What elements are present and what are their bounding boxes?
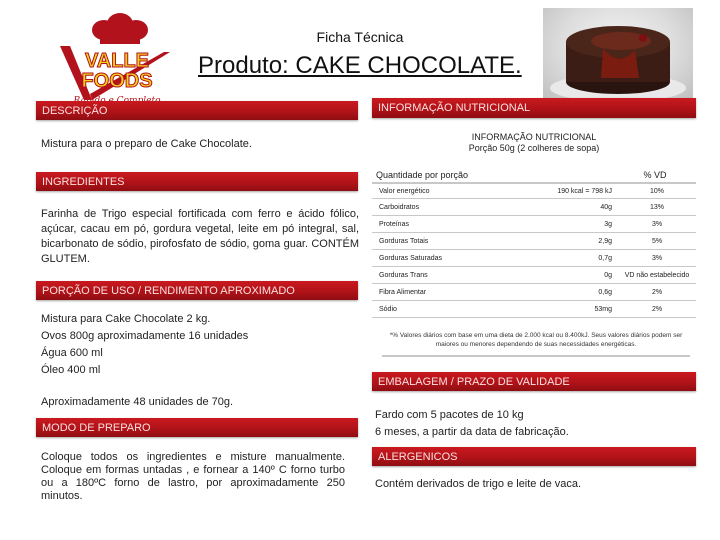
nutrient-name: Gorduras Trans xyxy=(379,271,428,279)
nutrient-name: Gorduras Totais xyxy=(379,237,429,245)
nutrient-vd: 3% xyxy=(651,254,663,262)
section-header-ingredientes xyxy=(36,172,358,191)
packaging-text xyxy=(375,407,569,441)
nutrition-serving: Porção 50g (2 colheres de sopa) xyxy=(468,143,600,153)
section-header-embalagem xyxy=(372,372,696,391)
section-header-modo-preparo xyxy=(36,418,358,437)
document-label: Ficha Técnica xyxy=(316,29,404,45)
portion-yield: Aproximadamente 48 unidades de 70g. xyxy=(41,396,234,408)
section-title: MODO DE PREPARO xyxy=(42,421,151,434)
table-row xyxy=(372,233,696,250)
nutrient-vd: 10% xyxy=(649,187,664,195)
nutrient-vd: 13% xyxy=(649,203,664,211)
section-header-alergenicos xyxy=(372,447,696,466)
nutrient-vd: 5% xyxy=(651,237,663,245)
product-title: Produto: CAKE CHOCOLATE. xyxy=(198,52,522,79)
preparation-text: Coloque todos os ingredientes e misture manualmente. Coloque em formas untadas , e fornear a 140º C forno turbo ou a 180ºC forno de lastro, por aproximadamente 250 minutos. xyxy=(41,451,345,502)
allergens-text: Contém derivados de trigo e leite de vaca. xyxy=(375,478,582,490)
section-title: PORÇÃO DE USO / RENDIMENTO APROXIMADO xyxy=(42,284,295,297)
portion-list xyxy=(41,311,359,379)
section-title: INGREDIENTES xyxy=(42,175,125,188)
shelf-life-line: 6 meses, a partir da data de fabricação. xyxy=(375,426,569,438)
section-title: INFORMAÇÃO NUTRICIONAL xyxy=(378,102,531,114)
nutrition-heading xyxy=(372,132,696,154)
nutrient-value: 53mg xyxy=(594,305,612,313)
table-row xyxy=(372,216,696,233)
nutrient-value: 0,7g xyxy=(598,254,612,262)
section-header-descricao xyxy=(36,101,358,120)
section-header-informacao xyxy=(372,98,696,118)
table-row xyxy=(372,182,696,199)
nutrition-footnote: *% Valores diários com base em uma dieta de 2.000 kcal ou 8.400kJ. Seus valores diários podem ser maiores ou menores dependendo de suas necessidades energéticas. xyxy=(382,331,690,357)
nutrient-value: 190 kcal = 798 kJ xyxy=(557,187,612,195)
section-title: DESCRIÇÃO xyxy=(42,104,108,117)
cake-photo xyxy=(543,8,693,103)
nutrient-vd: 2% xyxy=(651,288,663,296)
nutrient-value: 3g xyxy=(604,220,612,228)
table-row xyxy=(372,199,696,216)
packaging-line: Fardo com 5 pacotes de 10 kg xyxy=(375,409,524,421)
table-row xyxy=(372,267,696,284)
nutrient-vd: 2% xyxy=(651,305,663,313)
nutrient-value: 0,6g xyxy=(598,288,612,296)
valle-foods-logo xyxy=(52,12,182,107)
qty-label: Quantidade por porção xyxy=(376,170,469,180)
ingredients-text: Farinha de Trigo especial fortificada com ferro e ácido fólico, açúcar, cacau em pó, gordura vegetal, leite em pó integral, sal, bicarbonato de sódio, pirofosfato de sódio, goma guar. CONTÉM GLUTEM. xyxy=(41,208,359,265)
portion-line: Óleo 400 ml xyxy=(41,364,101,376)
nutrient-name: Fibra Alimentar xyxy=(379,288,427,296)
section-title: ALERGENICOS xyxy=(378,450,458,463)
section-title: EMBALAGEM / PRAZO DE VALIDADE xyxy=(378,375,570,388)
nutrient-vd: VD não estabelecido xyxy=(624,271,690,279)
nutrition-heading-title: INFORMAÇÃO NUTRICIONAL xyxy=(471,132,597,142)
table-row xyxy=(372,301,696,318)
portion-line: Água 600 ml xyxy=(41,347,103,359)
table-row xyxy=(372,250,696,267)
description-text: Mistura para o preparo de Cake Chocolate. xyxy=(41,138,252,150)
nutrition-table xyxy=(372,163,696,318)
nutrient-name: Proteínas xyxy=(379,220,409,228)
nutrient-value: 2,9g xyxy=(598,237,612,245)
nutrient-name: Valor energético xyxy=(379,187,430,195)
logo-brand-line2: FOODS xyxy=(81,70,153,92)
portion-line: Ovos 800g aproximadamente 16 unidades xyxy=(41,330,249,342)
table-row xyxy=(372,284,696,301)
nutrient-name: Gorduras Saturadas xyxy=(379,254,443,262)
nutrient-name: Sódio xyxy=(379,305,397,313)
vd-label: % VD xyxy=(643,170,667,180)
portion-line: Mistura para Cake Chocolate 2 kg. xyxy=(41,313,211,325)
nutrient-vd: 3% xyxy=(651,220,663,228)
nutrient-name: Carboidratos xyxy=(379,203,420,211)
nutrition-header-row xyxy=(372,163,696,180)
nutrient-value: 0g xyxy=(604,271,612,279)
section-header-porcao xyxy=(36,281,358,300)
nutrient-value: 40g xyxy=(600,203,612,211)
logo-brand-line1: VALLE xyxy=(84,50,150,72)
